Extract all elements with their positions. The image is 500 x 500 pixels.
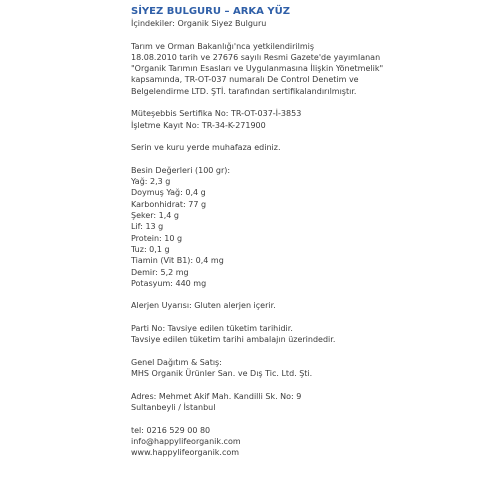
address-line: Adres: Mehmet Akif Mah. Kandilli Sk. No: 9 (131, 391, 302, 401)
spacer (131, 312, 491, 323)
certification-line: kapsamında, TR-OT-037 numaralı De Control Denetim ve (131, 75, 359, 85)
distributor-name: MHS Organik Ürünler San. ve Dış Tic. Ltd. Şti. (131, 369, 313, 379)
phone-number: tel: 0216 529 00 80 (131, 425, 211, 435)
spacer (131, 29, 491, 40)
spacer (131, 97, 491, 108)
lot-block (131, 323, 491, 346)
spacer (131, 289, 491, 300)
nutrition-block (131, 165, 491, 289)
allergen-warning: Alerjen Uyarısı: Gluten alerjen içerir. (131, 301, 276, 311)
nutrition-row: Yağ: 2,3 g (131, 177, 171, 187)
spacer (131, 131, 491, 142)
contact-block (131, 425, 491, 459)
certification-line: "Organik Tarımın Esasları ve Uygulanmasına İlişkin Yönetmelik" (131, 64, 384, 74)
contents-line: İçindekiler: Organik Siyez Bulguru (131, 19, 267, 28)
spacer (131, 380, 491, 391)
lot-line: Parti No: Tavsiye edilen tüketim tarihidir. (131, 324, 293, 334)
entrepreneur-certificate-no: Müteşebbis Sertifika No: TR-OT-037-İ-3853 (131, 109, 302, 119)
certification-line: Tarım ve Orman Bakanlığı'nca yetkilendirilmiş (131, 41, 315, 51)
address-line: Sultanbeyli / İstanbul (131, 403, 216, 413)
business-registration-no: İşletme Kayıt No: TR-34-K-271900 (131, 120, 266, 130)
distribution-heading: Genel Dağıtım & Satış: (131, 357, 222, 367)
nutrition-row: Demir: 5,2 mg (131, 267, 189, 277)
nutrition-row: Tiamin (Vit B1): 0,4 mg (131, 256, 224, 266)
nutrition-row: Karbonhidrat: 77 g (131, 199, 207, 209)
certification-line: 18.08.2010 tarih ve 27676 sayılı Resmi Gazete'de yayımlanan (131, 52, 381, 62)
spacer (131, 413, 491, 424)
website-url: www.happylifeorganik.com (131, 448, 240, 458)
nutrition-heading: Besin Değerleri (100 gr): (131, 165, 231, 175)
storage-instruction: Serin ve kuru yerde muhafaza ediniz. (131, 143, 281, 153)
lot-line: Tavsiye edilen tüketim tarihi ambalajın üzerindedir. (131, 335, 336, 345)
document (131, 6, 491, 459)
nutrition-row: Doymuş Yağ: 0,4 g (131, 188, 206, 198)
address-block (131, 391, 491, 414)
distribution-block (131, 357, 491, 380)
email-address: info@happylifeorganik.com (131, 436, 241, 446)
nutrition-row: Lif: 13 g (131, 222, 164, 232)
spacer (131, 154, 491, 165)
registration-block (131, 108, 491, 131)
spacer (131, 346, 491, 357)
nutrition-row: Tuz: 0,1 g (131, 244, 170, 254)
certification-block (131, 41, 491, 97)
nutrition-row: Şeker: 1,4 g (131, 211, 179, 221)
document-title: SİYEZ BULGURU – ARKA YÜZ (131, 6, 290, 17)
certification-line: Belgelendirme LTD. ŞTİ. tarafından sertifikalandırılmıştır. (131, 86, 357, 96)
nutrition-row: Potasyum: 440 mg (131, 278, 207, 288)
nutrition-row: Protein: 10 g (131, 233, 183, 243)
